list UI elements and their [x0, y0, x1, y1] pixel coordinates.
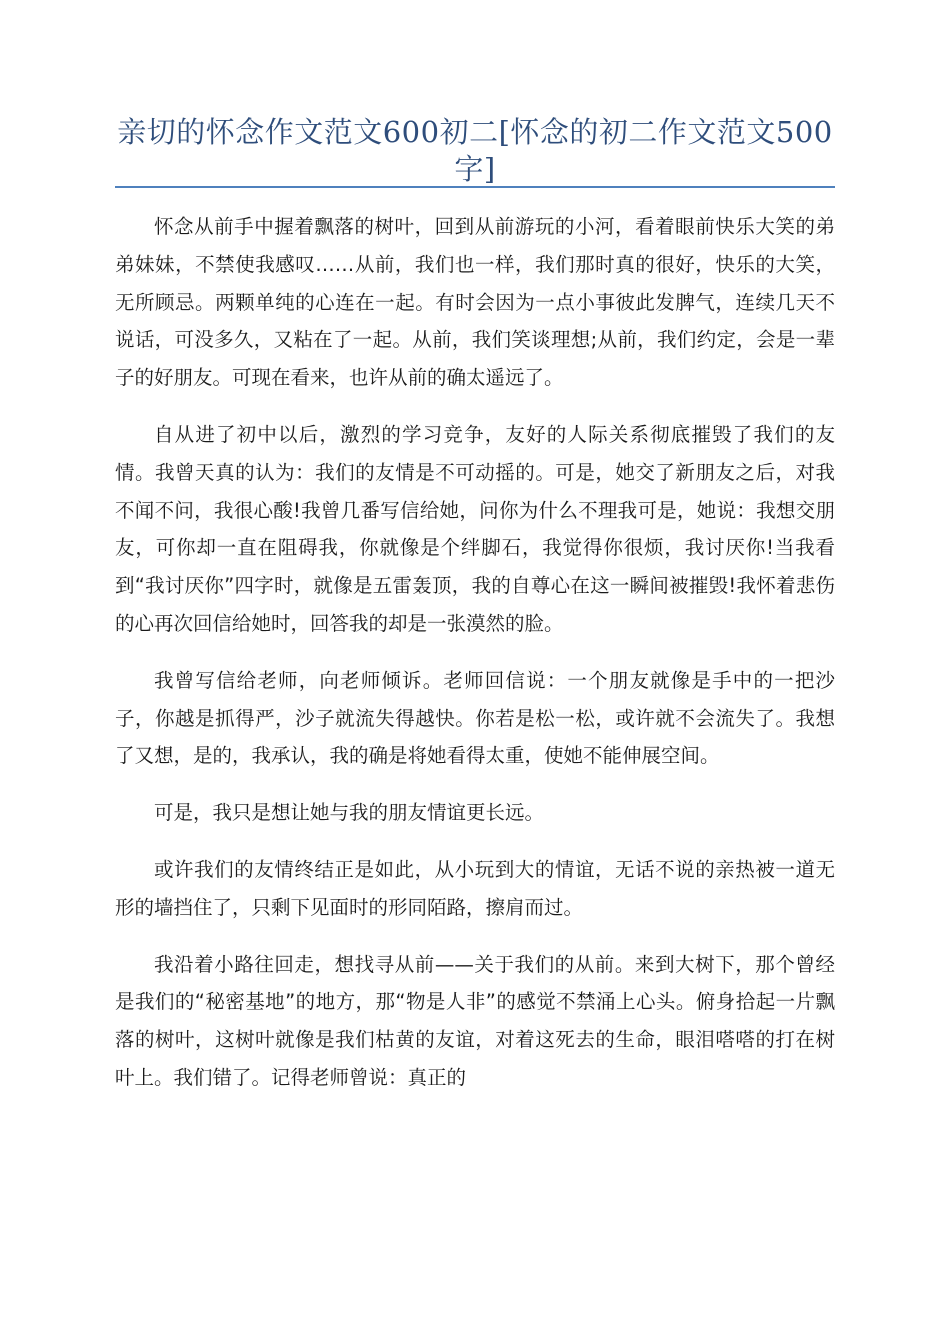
paragraph-5: 或许我们的友情终结正是如此，从小玩到大的情谊，无话不说的亲热被一道无形的墙挡住了，只剩下见面时的形同陌路，擦肩而过。: [115, 857, 835, 919]
paragraph-2: 自从进了初中以后，激烈的学习竞争，友好的人际关系彻底摧毁了我们的友情。我曾天真的认为：我们的友情是不可动摇的。可是，她交了新朋友之后，对我不闻不问，我很心酸!我曾几番写信给她，问你为什么不理我可是，她说：我想交朋友，可你却一直在阻碍我，你就像是个绊脚石，我觉得你很烦，我讨厌你!当我看到“我讨厌你”四字时，就像是五雷轰顶，我的自尊心在这一瞬间被摧毁!我怀着悲伤的心再次回信给她时，回答我的却是一张漠然的脸。: [115, 422, 835, 635]
paragraph-1: 怀念从前手中握着飘落的树叶，回到从前游玩的小河，看着眼前快乐大笑的弟弟妹妹，不禁使我感叹……从前，我们也一样，我们那时真的很好，快乐的大笑，无所顾忌。两颗单纯的心连在一起。有时会因为一点小事彼此发脾气，连续几天不说话，可没多久，又粘在了一起。从前，我们笑谈理想;从前，我们约定，会是一辈子的好朋友。可现在看来，也许从前的确太遥远了。: [115, 215, 835, 390]
document-body: [115, 208, 835, 1116]
paragraph-6: 我沿着小路往回走，想找寻从前——关于我们的从前。来到大树下，那个曾经是我们的“秘密基地”的地方，那“物是人非”的感觉不禁涌上心头。俯身拾起一片飘落的树叶，这树叶就像是我们枯黄的友谊，对着这死去的生命，眼泪嗒嗒的打在树叶上。我们错了。记得老师曾说：真正的: [115, 952, 835, 1089]
document-title: 亲切的怀念作文范文600初二[怀念的初二作文范文500字]: [117, 115, 833, 186]
paragraph-3: 我曾写信给老师，向老师倾诉。老师回信说：一个朋友就像是手中的一把沙子，你越是抓得严，沙子就流失得越快。你若是松一松，或许就不会流失了。我想了又想，是的，我承认，我的确是将她看得太重，使她不能伸展空间。: [115, 668, 835, 768]
title-underline: [115, 186, 835, 188]
paragraph-4: 可是，我只是想让她与我的朋友情谊更长远。: [154, 801, 545, 825]
